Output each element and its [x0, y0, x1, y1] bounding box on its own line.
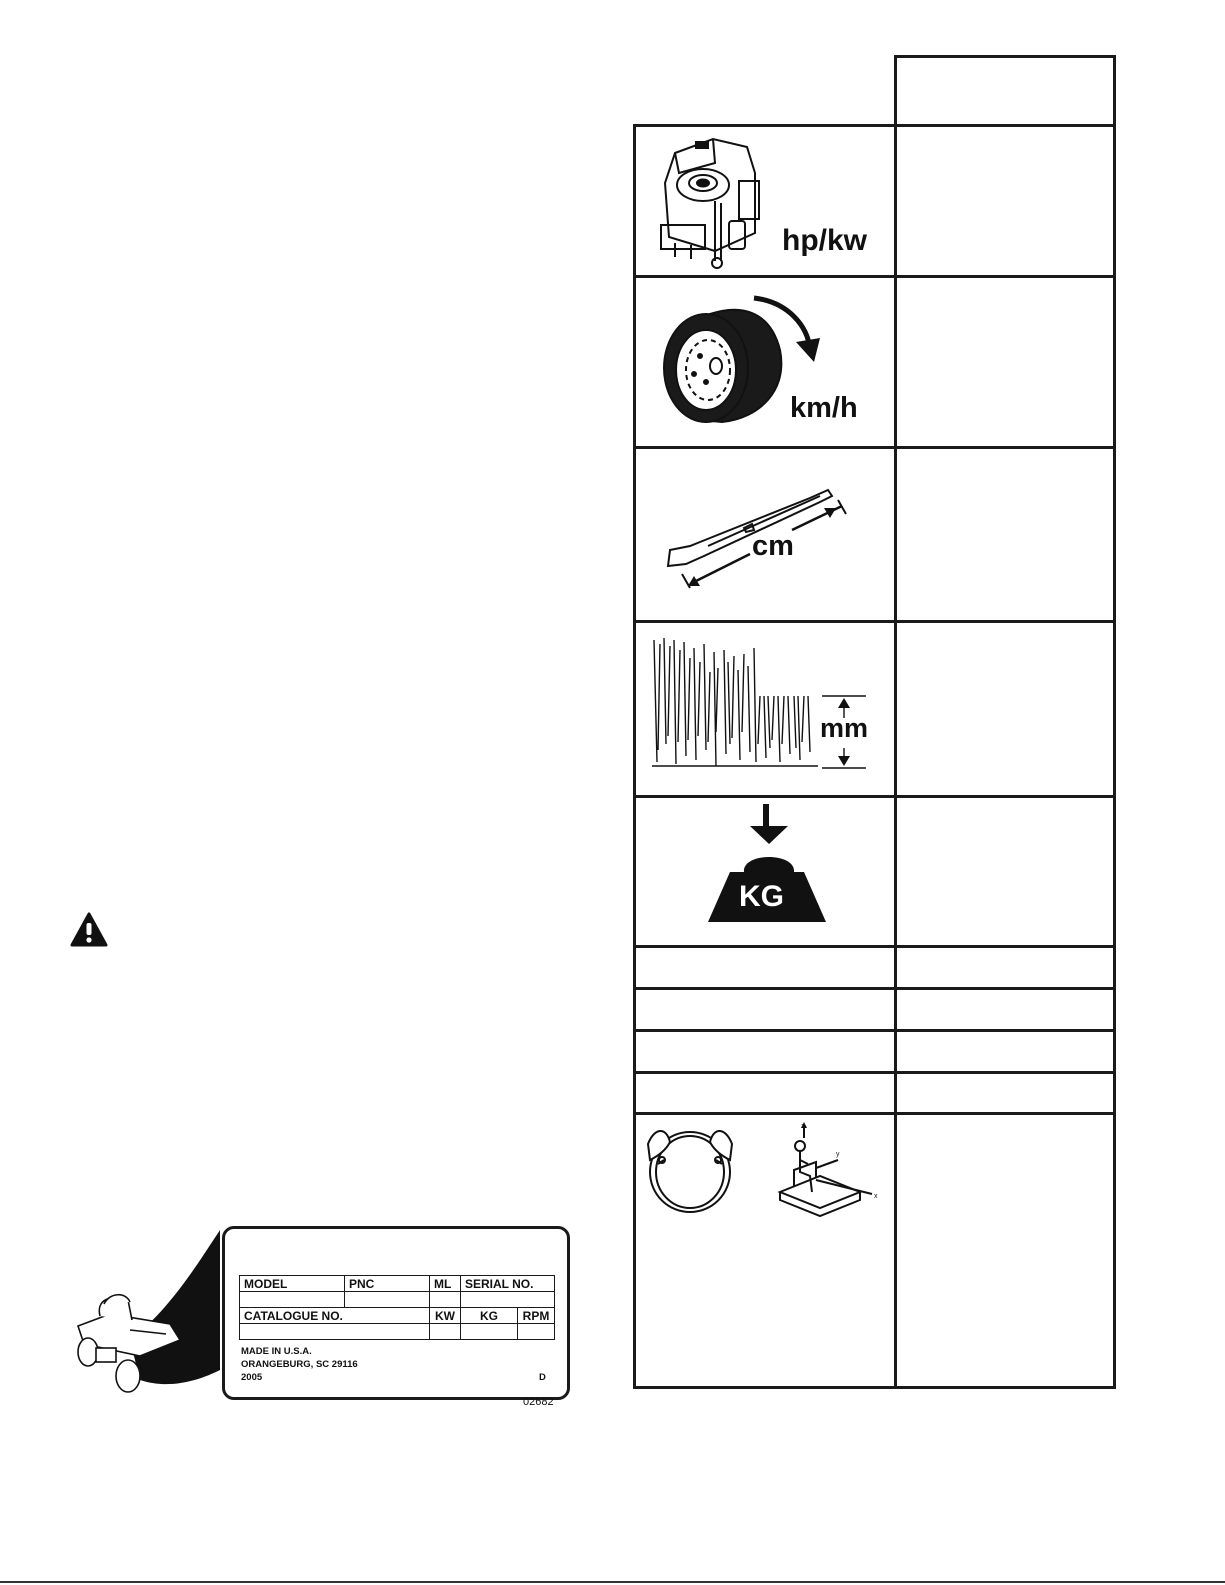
unit-km-h: km/h: [790, 392, 858, 424]
label-code: D: [539, 1372, 546, 1383]
grass-height-icon: [648, 632, 873, 777]
label-address: ORANGEBURG, SC 29116: [241, 1359, 358, 1370]
tractor-illustration: [70, 1230, 230, 1400]
axis-label-x: x: [874, 1193, 878, 1200]
vibration-icon: [640, 1120, 890, 1220]
warning-triangle-icon: [70, 912, 108, 948]
unit-cm: cm: [752, 530, 794, 562]
label-serial-no: SERIAL NO.: [461, 1276, 555, 1292]
label-ml: ML: [430, 1276, 461, 1292]
unit-hp-kw: hp/kw: [782, 224, 868, 257]
label-year: 2005: [241, 1372, 263, 1383]
label-made-in: MADE IN U.S.A.: [241, 1346, 312, 1357]
axis-label-z: z: [801, 1123, 805, 1130]
label-model: MODEL: [240, 1276, 345, 1292]
unit-kg: KG: [739, 880, 784, 913]
engine-icon: [655, 133, 765, 273]
page-bottom-rule: [0, 1581, 1225, 1583]
figure-number: 02682: [523, 1396, 554, 1408]
label-kg: KG: [461, 1308, 518, 1324]
label-pnc: PNC: [345, 1276, 430, 1292]
axis-label-y: y: [836, 1151, 840, 1158]
identification-label: [222, 1226, 570, 1400]
label-catalogue-no: CATALOGUE NO.: [240, 1308, 430, 1324]
label-rpm: RPM: [518, 1308, 555, 1324]
id-label-table: [239, 1275, 555, 1340]
label-kw: KW: [430, 1308, 461, 1324]
unit-mm: mm: [820, 713, 869, 743]
